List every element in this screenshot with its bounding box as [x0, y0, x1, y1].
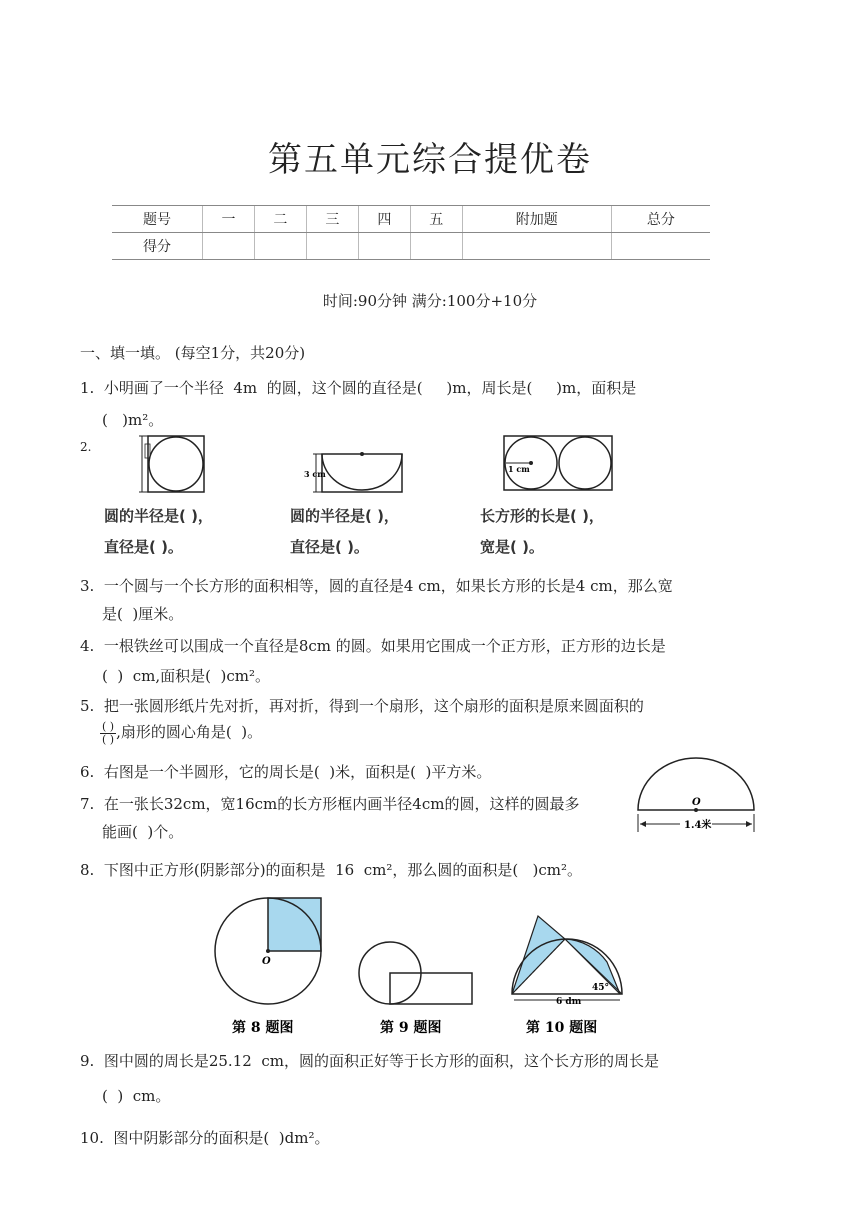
blank-fraction[interactable]: $\frac{( )}{( )}$	[102, 719, 115, 746]
header-cell: 总分	[611, 206, 710, 233]
question-3-line2: 是( )厘米。	[102, 605, 184, 623]
question-1-line1: 1. 小明画了一个半径 4m 的圆，这个圆的直径是( )m，周长是( )m，面积是	[80, 379, 637, 397]
score-table	[112, 205, 710, 260]
row-label: 得分	[112, 233, 203, 260]
semicircle-rect-figure	[304, 452, 402, 492]
figure-10-caption: 第 10 题图	[526, 1020, 598, 1036]
question-9-line1: 9. 图中圆的周长是25.12 cm，圆的面积正好等于长方形的面积，这个长方形的周长是	[80, 1052, 659, 1070]
figure-10-base-label: 6 dm	[556, 997, 582, 1007]
question-9-line2: ( ) cm。	[102, 1087, 171, 1105]
semicircle-center-label: O	[692, 797, 701, 808]
square-circle-figure	[139, 436, 204, 492]
figure-8-center-label: O	[262, 956, 271, 967]
figure-2-height-label: 3 cm	[304, 469, 326, 479]
two-circle-rect-figure	[504, 436, 612, 490]
header-cell: 一	[203, 206, 255, 233]
score-cell[interactable]	[462, 233, 611, 260]
figure-10-angle-label: 45°	[592, 983, 610, 993]
figure-8-caption: 第 8 题图	[232, 1020, 294, 1036]
header-cell: 三	[306, 206, 358, 233]
header-cell: 二	[254, 206, 306, 233]
header-cell: 题号	[112, 206, 203, 233]
section-heading: 一、填一填。 (每空1分，共20分)	[80, 344, 306, 362]
figure-3-radius-label: 1 cm	[508, 464, 530, 474]
question-5-line2: $\frac{( )}{( )}$ ,扇形的圆心角是( )。	[102, 719, 263, 746]
question-6: 6. 右图是一个半圆形，它的周长是( )米，面积是( )平方米。	[80, 763, 492, 781]
question-10: 10. 图中阴影部分的面积是( )dm²。	[80, 1129, 330, 1147]
semicircle-width-label: 1.4米	[684, 820, 712, 831]
score-table-score-row	[112, 233, 710, 260]
q2-answer-b2: 直径是( )。	[290, 538, 369, 556]
question-3-line1: 3. 一个圆与一个长方形的面积相等，圆的直径是4 cm，如果长方形的长是4 cm，那么宽	[80, 577, 673, 595]
figure-8	[215, 898, 321, 1036]
q2-answer-b1: 圆的半径是( )，	[290, 507, 399, 525]
score-cell[interactable]	[203, 233, 255, 260]
q2-answer-c2: 宽是( )。	[480, 538, 544, 556]
question-2-figures	[130, 430, 630, 500]
score-table-header-row	[112, 206, 710, 233]
header-cell: 五	[410, 206, 462, 233]
question-5-line1: 5. 把一张圆形纸片先对折，再对折，得到一个扇形，这个扇形的面积是原来圆面积的	[80, 697, 644, 715]
page-title: 第五单元综合提优卷	[268, 140, 592, 180]
q2-answer-c1: 长方形的长是( )，	[480, 507, 604, 525]
figure-9	[359, 942, 472, 1036]
header-cell: 附加题	[462, 206, 611, 233]
header-cell: 四	[358, 206, 410, 233]
semicircle-figure	[630, 752, 760, 838]
figures-8-9-10	[200, 892, 640, 1042]
exam-meta: 时间:90分钟 满分:100分+10分	[322, 292, 538, 310]
question-7-line1: 7. 在一张长32cm，宽16cm的长方形框内画半径4cm的圆，这样的圆最多	[80, 795, 580, 813]
score-cell[interactable]	[410, 233, 462, 260]
figure-10	[512, 916, 622, 1036]
q2-answer-a2: 直径是( )。	[104, 538, 183, 556]
score-cell[interactable]	[611, 233, 710, 260]
q2-answer-a1: 圆的半径是( )，	[104, 507, 213, 525]
question-2-number: 2.	[80, 440, 92, 454]
score-cell[interactable]	[306, 233, 358, 260]
score-cell[interactable]	[254, 233, 306, 260]
question-4-line2: ( ) cm,面积是( )cm²。	[102, 667, 271, 685]
question-4-line1: 4. 一根铁丝可以围成一个直径是8cm 的圆。如果用它围成一个正方形，正方形的边长是	[80, 637, 666, 655]
question-1-line2: ( )m²。	[102, 411, 164, 429]
figure-9-caption: 第 9 题图	[380, 1020, 442, 1036]
question-8: 8. 下图中正方形(阴影部分)的面积是 16 cm²，那么圆的面积是( )cm²。	[80, 861, 582, 879]
score-cell[interactable]	[358, 233, 410, 260]
question-7-line2: 能画( )个。	[102, 823, 184, 841]
